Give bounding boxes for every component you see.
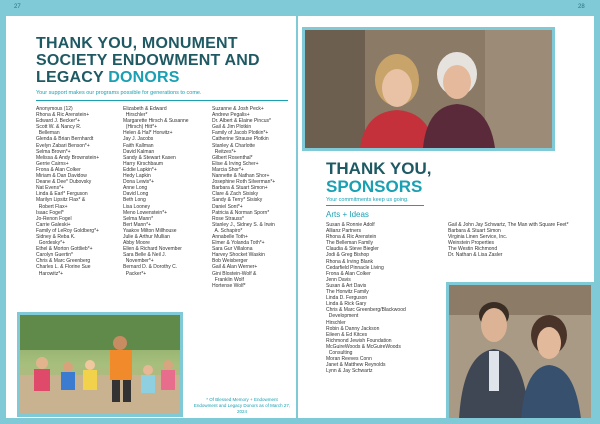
title-highlight: DONORS [108,69,180,86]
donor-name: Marilyn Lipsitz Flax* & [36,197,86,204]
donor-name: Harry Kirschbaum [123,160,164,167]
sponsor-name: Jodi & Greg Bishop [326,252,370,259]
donor-name: David Kalman [123,148,155,155]
donor-name: Frona & Alan Colker [36,166,81,173]
donor-name: Harvey Shocket Waskin [212,252,265,259]
donor-name: Gini Blostein-Wolf & [212,270,257,277]
donor-name: Sidney & Reba K. [36,233,76,240]
donor-column-1 [36,106,122,277]
donor-name: Annabelle Toth+ [212,233,248,240]
donor-name: Stanley & Charlotte [212,142,256,149]
sponsor-column-1 [326,222,444,374]
donor-column-3 [212,106,296,289]
sponsor-name: Virginia Linen Service, Inc. [448,234,508,241]
donor-name: Scott W. & Nancy R. [36,124,82,131]
donor-name: Daniel Sont*+ [212,203,243,210]
donor-name: November*+ [123,258,154,265]
donor-name: Suzanne & Josh Peck+ [212,106,264,112]
sponsor-name: Cedarfield Pinnacle Living [326,264,384,271]
sponsor-name: Chris & Marc Greenberg/Blackwood [326,307,406,314]
donor-name: Sara Belle & Neil J. [123,252,167,259]
donor-name: Reitzes*+ [212,148,237,155]
donor-name: Sandy & Terry* Sisisky [212,197,263,204]
page-number-left: 27 [14,4,21,10]
donor-name: Margarette Hirsch & Susanne [123,118,189,125]
sponsor-name: Rhona & Ric Arenstein [326,234,377,241]
donor-name: Sandy & Stewart Kasen [123,154,176,161]
sponsor-column-2 [448,222,590,259]
donor-name: Selma Brown*+ [36,148,71,155]
photo-couple [446,282,594,418]
donor-name: Gilbert Rosenthal* [212,154,253,161]
two-women-photo-image [305,30,552,148]
donor-name: Dona Lewis*+ [123,179,154,186]
donor-name: Hedy Lapkin [123,173,151,180]
donor-name: Family of LeRoy Goldberg*+ [36,227,99,234]
donor-name: Harowitz*+ [36,270,64,277]
donor-name: Carolyn Guertin* [36,252,73,259]
sponsor-name: Eileen & Ed Kitces [326,331,368,338]
photo-kids-activity [17,312,183,417]
donor-name: Andrew Pegalis+ [212,112,250,119]
sponsor-name: McGuireWoods & McGuireWoods [326,343,401,350]
photo-two-women [302,27,555,151]
donor-name: Chris & Marc Greenberg [36,258,91,265]
sponsor-name: Dr. Nathan & Lisa Zasler [448,252,503,259]
donor-name: Miriam & Dan Davidow [36,173,87,180]
donor-name: Dr. Albert & Elaine Pincus* [212,118,271,125]
donor-name: Isaac Fogel* [36,209,64,216]
sponsors-title-line1: THANK YOU, [326,159,432,178]
sponsor-name: Barbara & Stuart Simon [448,228,501,235]
donor-name: Franklin Wolf [212,276,244,283]
donor-name: Faith Kallman [123,142,154,149]
kids-activity-photo-image [20,315,180,414]
sponsor-name: The Horwitz Family [326,289,369,296]
donor-name: Nannette & Nathan Shor+ [212,173,270,180]
sponsor-name: Jenn Davis [326,276,351,283]
sponsor-name: Linda & Rick Gary [326,301,367,308]
divider [36,100,288,101]
donor-name: Catherine Strause Plotkin [212,136,269,143]
donor-name: Helen & Hal* Horwitz+ [123,130,173,137]
donors-subtitle: Your support makes our programs possible for generations to come. [36,90,202,96]
sponsor-name: Susan & Ronnie Adolf [326,222,375,228]
sponsor-name: Richmond Jewish Foundation [326,337,392,344]
title-text: THANK YOU, MONUMENT SOCIETY ENDOWMENT AND LEGACY [36,35,260,86]
donor-name: Abby Moore [123,240,150,247]
donor-name: Rose Strauss* [212,215,244,222]
donor-name: Yaakov Milton Millhouse [123,227,177,234]
sponsor-name: The Belleman Family [326,240,373,247]
donor-name: Barbara & Stuart Simon+ [212,185,268,192]
sponsor-name: Allianz Partners [326,228,362,235]
donor-name: Sara Gur Villalona [212,246,253,253]
donor-name: Bernard D. & Dorothy C. [123,264,178,271]
section-title-arts-ideas: Arts + Ideas [326,210,369,219]
donor-name: (Hirsch) Hitt*+ [123,124,158,131]
donor-name: Gail & Alan Werner+ [212,264,258,271]
donor-name: Josephine Roth Silverman*+ [212,179,276,186]
donor-name: Bert Mann*+ [123,221,151,228]
donor-name: Anne Long [123,185,148,192]
donor-name: Clare & Zach Sisisky [212,191,259,198]
donor-name: Nat Evens*+ [36,185,64,192]
donor-name: Anonymous (12) [36,106,73,112]
donor-name: Hortense Wolf* [212,282,246,289]
donor-name: Stanley J., Sidney S. & Irwin [212,221,275,228]
couple-photo-image [449,285,591,418]
donor-name: Edward J. Becker*+ [36,118,81,125]
sponsors-subtitle: Your commitments keep us going. [326,197,409,203]
sponsor-name: Claudia & Steve Biegler [326,246,379,253]
donor-name: Marcia Shor*+ [212,166,244,173]
donor-name: Jo-Renon Fogel [36,215,72,222]
donor-name: Eddie Lapkin*+ [123,166,157,173]
donor-name: Elmer & Yolanda Toth*+ [212,240,265,247]
donor-name: Family of Jacob Plotkin*+ [212,130,269,137]
page-title-donors [36,35,286,86]
donor-name: Julie & Arthur Mullian [123,233,170,240]
donor-name: Evelyn Zabari Benson*+ [36,142,90,149]
donor-name: Linda & Earl* Ferguson [36,191,88,198]
donor-name: Lisa Looney [123,203,150,210]
footnote [192,397,292,415]
donor-name: Packer*+ [123,270,147,277]
donor-column-2 [123,106,213,277]
donor-name: Selma Mann* [123,215,154,222]
sponsor-name: Frona & Alan Colker [326,270,371,277]
divider [326,205,424,206]
donor-name: Rhona & Ric Arenstein+ [36,112,90,119]
sponsor-name: Development [326,313,359,320]
sponsor-name: Robin & Danny Jackson [326,325,380,332]
right-page [298,16,594,418]
donor-name: Elise & Irving Scher+ [212,160,259,167]
footnote-legend: * Of Blessed Memory + Endowment [206,397,278,402]
sponsor-name: Lynn & Jay Schwartz [326,368,373,375]
donor-name: Ethel & Morton Gottlieb*+ [36,246,93,253]
sponsor-name: Gail & John Jay Schwartz, The Man with Square Feet* [448,222,569,228]
donor-name: Ellen & Richard November [123,246,182,253]
sponsor-name: Consulting [326,349,353,356]
donor-name: Carrie Galeski+ [36,221,71,228]
donor-name: Elizabeth & Edward [123,106,167,112]
sponsor-name: Linda D. Ferguson [326,295,368,302]
sponsor-name: Hirschler [326,319,346,326]
donor-name: Gail & Jim Plotkin [212,124,252,131]
page-title-sponsors [326,160,431,196]
donor-name: Meno Lowenstein*+ [123,209,168,216]
donor-name: Glenda & Brian Bernhardt [36,136,94,143]
donor-name: Deane & Dee* Dubovsky [36,179,92,186]
sponsors-title-line2: SPONSORS [326,177,423,196]
donor-name: Belleman [36,130,60,137]
donor-name: A. Schapiro* [212,227,243,234]
donor-name: Gordesky*+ [36,240,66,247]
sponsor-name: Rhona & Irving Blank [326,258,373,265]
page-number-right: 28 [578,4,585,10]
sponsor-name: The Westin Richmond [448,246,498,253]
donor-name: Beth Long [123,197,146,204]
donor-name: Gerrie Cairns+ [36,160,69,167]
left-page [6,16,296,418]
donor-name: Robert Flax+ [36,203,68,210]
donor-name: David Long [123,191,149,198]
sponsor-name: Moran Reeves Conn [326,356,372,363]
donor-name: Hirschler* [123,112,148,119]
sponsor-name: Janet & Matthew Reynolds [326,362,386,369]
sponsor-name: Susan & Art Davis [326,282,367,289]
donor-name: Bob Weisberger [212,258,248,265]
donor-name: Patricia & Norman Sporn* [212,209,270,216]
donor-name: Jay J. Jacobs [123,136,154,143]
sponsor-name: Weinstein Properties [448,240,495,247]
donor-name: Melissa & Andy Brownstein+ [36,154,100,161]
donor-name: Charles L. & Florine Sue [36,264,91,271]
footnote-date: Endowment and Legacy Donors as of March 27, 2024 [193,403,291,414]
